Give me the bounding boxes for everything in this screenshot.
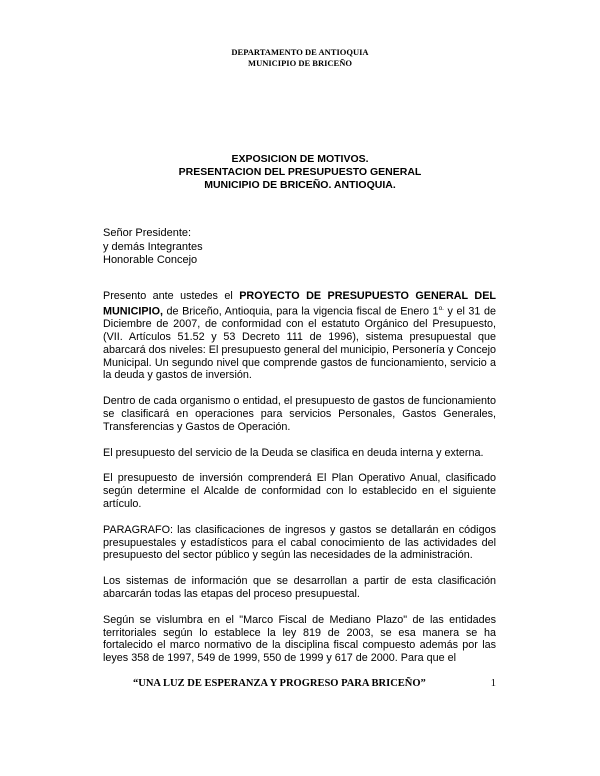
- paragraph-5: PARAGRAFO: las clasificaciones de ingresos y gastos se detallarán en códigos presupuestales y estadísticos para el cabal conocimiento de las actividades del presupuesto del sector público y según las necesidades de la administración.: [103, 523, 496, 562]
- salutation-line-2: y demás Integrantes: [103, 240, 203, 253]
- p1-start: Presento ante ustedes el: [103, 290, 240, 302]
- paragraph-3: El presupuesto del servicio de la Deuda se clasifica en deuda interna y externa.: [103, 446, 484, 459]
- salutation-line-3: Honorable Concejo: [103, 254, 198, 266]
- document-body: [103, 290, 496, 678]
- p1-mid: de Briceño, Antioquia, para la vigencia fiscal de Enero 1: [162, 305, 439, 318]
- p1-superscript: o.: [438, 304, 444, 312]
- header-municipality: MUNICIPIO DE BRICEÑO: [248, 58, 352, 68]
- title-line-1: EXPOSICION DE MOTIVOS.: [231, 153, 369, 165]
- footer-motto: “UNA LUZ DE ESPERANZA Y PROGRESO PARA BRICEÑO”: [133, 678, 426, 689]
- header-department: DEPARTAMENTO DE ANTIOQUIA: [231, 47, 369, 57]
- paragraph-7: Según se vislumbra en el "Marco Fiscal de Mediano Plazo" de las entidades territoriales según lo establece la ley 819 de 2003, se esa manera se ha fortalecido el marco normativo de la disciplina fiscal compuesto además por las leyes 358 de 1997, 549 de 1999, 550 de 1999 y 617 de 2000. Para que el: [103, 613, 496, 665]
- paragraph-6: Los sistemas de información que se desarrollan a partir de esta clasificación abarcarán todas las etapas del proceso presupuestal.: [103, 575, 496, 600]
- salutation: [103, 227, 203, 268]
- p1-end: y el 31 de Diciembre de 2007, de conformidad con el estatuto Orgánico del Presupuesto, (VII. Artículos 51.52 y 53 Decreto 111 de 1996), sistema presupuestal que abarcará dos niveles: El presupuesto general del municipio, Personería y Concejo Municipal. Un segundo nivel que comprende gastos de funcionamiento, servicio a la deuda y gastos de inversión.: [103, 305, 496, 382]
- p1-bold: PROYECTO DE PRESUPUESTO GENERAL DEL MUNICIPIO,: [103, 290, 496, 318]
- document-title: [0, 153, 600, 192]
- paragraph-1: [103, 290, 496, 382]
- title-line-2: PRESENTACION DEL PRESUPUESTO GENERAL: [178, 166, 422, 178]
- title-line-3: MUNICIPIO DE BRICEÑO. ANTIOQUIA.: [204, 179, 396, 191]
- page-number: 1: [490, 678, 496, 689]
- salutation-line-1: Señor Presidente:: [103, 227, 192, 239]
- paragraph-2: Dentro de cada organismo o entidad, el presupuesto de gastos de funcionamiento se clasificará en operaciones para servicios Personales, Gastos Generales, Transferencias y Gastos de Operación.: [103, 395, 496, 433]
- paragraph-4: El presupuesto de inversión comprenderá El Plan Operativo Anual, clasificado según determine el Alcalde de conformidad con lo establecido en el siguiente artículo.: [103, 472, 496, 510]
- document-header: [0, 47, 600, 69]
